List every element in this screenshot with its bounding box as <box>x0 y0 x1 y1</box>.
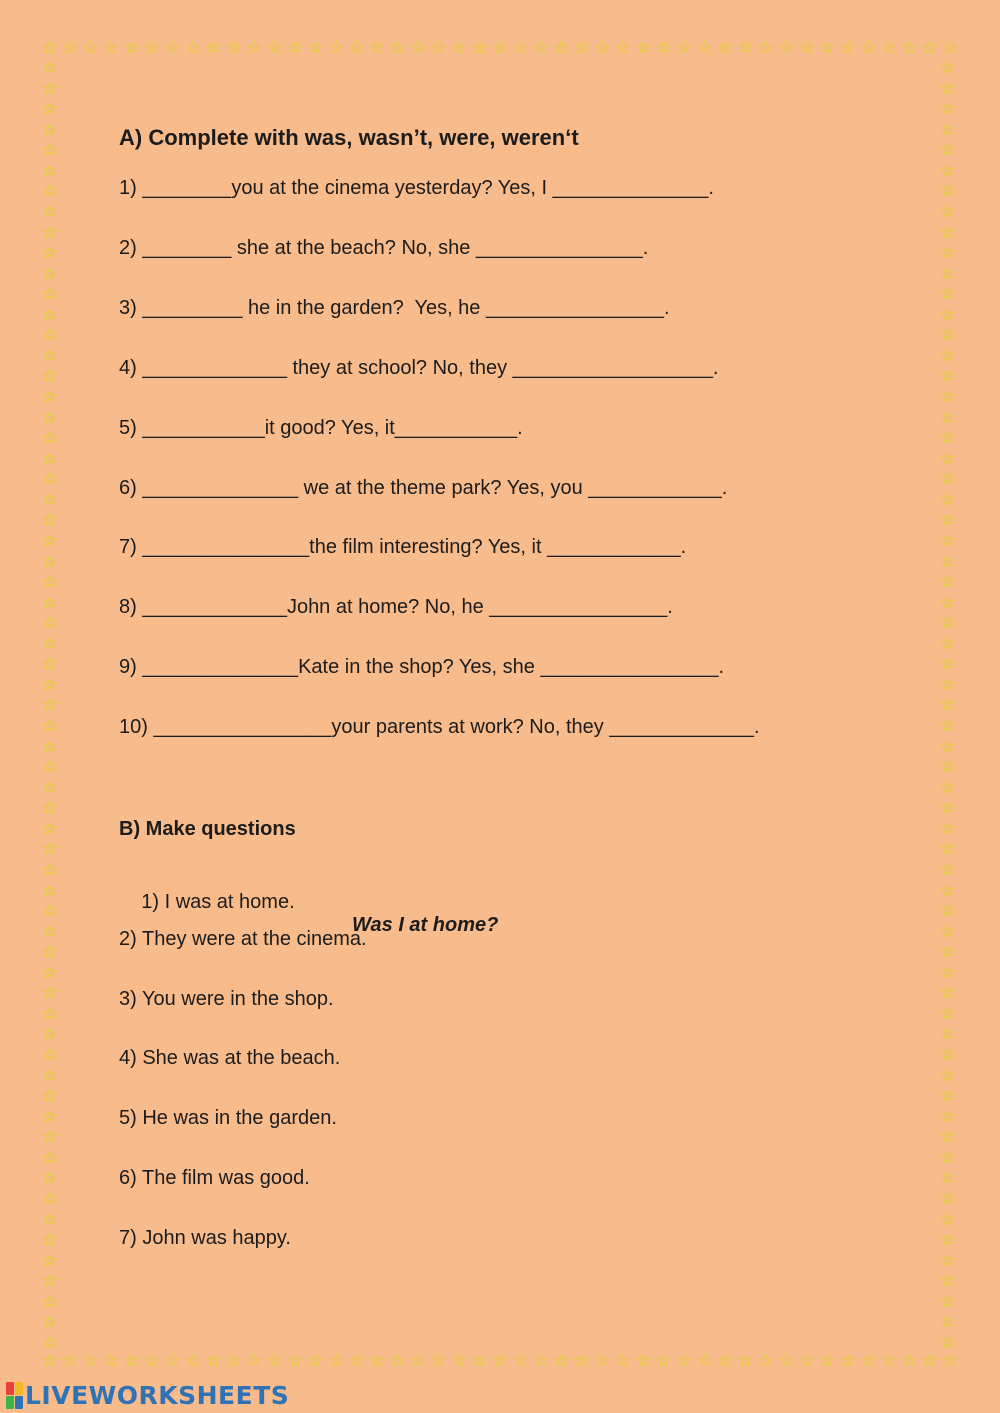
star-icon: ☆ <box>103 38 119 58</box>
star-icon: ☆ <box>512 38 529 58</box>
star-icon: ☆ <box>940 1250 956 1271</box>
star-icon: ☆ <box>287 1351 303 1371</box>
star-icon: ☆ <box>308 38 324 58</box>
star-icon: ☆ <box>940 489 956 510</box>
star-icon: ☆ <box>635 1351 651 1371</box>
star-icon: ☆ <box>430 1351 447 1371</box>
star-icon: ☆ <box>42 243 58 264</box>
star-icon: ☆ <box>940 448 956 469</box>
star-border-left <box>42 60 57 1352</box>
star-icon: ☆ <box>940 962 956 983</box>
star-icon: ☆ <box>840 1351 856 1371</box>
star-icon: ☆ <box>940 674 956 695</box>
star-icon: ☆ <box>940 407 956 428</box>
liveworksheets-logo-text: LIVEWORKSHEETS <box>25 1381 290 1410</box>
star-icon: ☆ <box>940 1147 956 1168</box>
star-icon: ☆ <box>42 757 58 778</box>
star-icon: ☆ <box>940 530 956 551</box>
star-icon: ☆ <box>676 1351 692 1371</box>
star-icon: ☆ <box>940 58 956 78</box>
star-icon: ☆ <box>492 38 508 58</box>
star-icon: ☆ <box>940 140 956 161</box>
star-icon: ☆ <box>42 263 58 284</box>
star-icon: ☆ <box>940 304 956 325</box>
star-icon: ☆ <box>42 880 58 901</box>
star-icon: ☆ <box>185 38 201 58</box>
star-icon: ☆ <box>940 325 956 346</box>
star-icon: ☆ <box>42 140 58 161</box>
section-a-heading: A) Complete with was, wasn’t, were, weren‘t <box>119 125 579 150</box>
star-icon: ☆ <box>778 38 795 58</box>
star-icon: ☆ <box>42 1250 58 1271</box>
star-icon: ☆ <box>42 469 58 490</box>
star-icon: ☆ <box>492 1351 508 1371</box>
star-icon: ☆ <box>574 38 590 58</box>
star-icon: ☆ <box>42 304 58 325</box>
star-icon: ☆ <box>940 263 956 284</box>
section-a-item-9: 9) ______________Kate in the shop? Yes, she ________________. <box>119 656 724 678</box>
star-icon: ☆ <box>42 551 58 572</box>
star-icon: ☆ <box>42 1086 58 1107</box>
star-icon: ☆ <box>205 38 221 58</box>
star-icon: ☆ <box>860 1351 876 1371</box>
section-a-item-5: 5) ___________it good? Yes, it___________. <box>119 417 523 439</box>
section-a-item-8: 8) _____________John at home? No, he ________________. <box>119 596 673 618</box>
star-icon: ☆ <box>42 1168 58 1189</box>
star-icon: ☆ <box>940 633 956 654</box>
star-icon: ☆ <box>42 160 58 181</box>
star-icon: ☆ <box>185 1351 201 1371</box>
star-icon: ☆ <box>42 284 58 305</box>
star-icon: ☆ <box>42 592 58 613</box>
star-icon: ☆ <box>533 1351 549 1371</box>
star-icon: ☆ <box>940 1065 956 1086</box>
star-icon: ☆ <box>42 736 58 757</box>
star-icon: ☆ <box>940 839 956 860</box>
star-icon: ☆ <box>42 983 58 1004</box>
star-icon: ☆ <box>697 1351 713 1371</box>
star-icon: ☆ <box>940 798 956 819</box>
star-icon: ☆ <box>676 38 692 58</box>
star-icon: ☆ <box>42 1351 58 1371</box>
star-icon: ☆ <box>860 38 876 58</box>
star-icon: ☆ <box>940 1086 956 1107</box>
star-icon: ☆ <box>942 1351 958 1371</box>
star-icon: ☆ <box>940 1168 956 1189</box>
star-icon: ☆ <box>62 1351 78 1371</box>
star-icon: ☆ <box>287 38 303 58</box>
star-icon: ☆ <box>471 38 488 58</box>
star-icon: ☆ <box>881 38 897 58</box>
star-icon: ☆ <box>940 428 956 449</box>
star-icon: ☆ <box>349 38 365 58</box>
star-icon: ☆ <box>42 798 58 819</box>
star-icon: ☆ <box>349 1351 365 1371</box>
star-icon: ☆ <box>42 78 58 99</box>
star-icon: ☆ <box>42 1291 58 1312</box>
star-icon: ☆ <box>940 757 956 778</box>
star-icon: ☆ <box>42 674 58 695</box>
star-icon: ☆ <box>840 38 856 58</box>
star-icon: ☆ <box>451 38 467 58</box>
star-icon: ☆ <box>615 1351 631 1371</box>
star-icon: ☆ <box>42 942 58 963</box>
star-icon: ☆ <box>328 1351 344 1371</box>
star-icon: ☆ <box>42 38 58 58</box>
star-icon: ☆ <box>42 695 58 716</box>
star-icon: ☆ <box>42 448 58 469</box>
star-icon: ☆ <box>656 38 672 58</box>
section-a-item-2: 2) ________ she at the beach? No, she _______________. <box>119 237 649 259</box>
star-icon: ☆ <box>940 818 956 839</box>
star-icon: ☆ <box>940 921 956 942</box>
star-icon: ☆ <box>942 38 958 58</box>
star-icon: ☆ <box>940 243 956 264</box>
star-icon: ☆ <box>42 510 58 531</box>
star-icon: ☆ <box>717 1351 733 1371</box>
star-icon: ☆ <box>246 38 262 58</box>
star-icon: ☆ <box>471 1351 488 1371</box>
star-icon: ☆ <box>42 1147 58 1168</box>
star-icon: ☆ <box>42 1024 58 1045</box>
star-icon: ☆ <box>940 572 956 593</box>
section-b-example-prompt: 1) I was at home. <box>141 891 295 913</box>
star-icon: ☆ <box>901 1351 917 1371</box>
section-a-item-3: 3) _________ he in the garden? Yes, he ________________. <box>119 297 670 319</box>
star-icon: ☆ <box>226 1351 242 1371</box>
section-b-item-6: 6) The film was good. <box>119 1167 310 1189</box>
star-icon: ☆ <box>940 78 956 99</box>
star-icon: ☆ <box>42 1003 58 1024</box>
star-icon: ☆ <box>940 284 956 305</box>
star-icon: ☆ <box>267 38 283 58</box>
star-icon: ☆ <box>940 1003 956 1024</box>
star-icon: ☆ <box>553 38 569 58</box>
star-icon: ☆ <box>42 201 58 222</box>
liveworksheets-logo[interactable] <box>6 1381 289 1410</box>
section-b-item-7: 7) John was happy. <box>119 1227 291 1249</box>
star-icon: ☆ <box>697 38 713 58</box>
star-icon: ☆ <box>42 818 58 839</box>
star-icon: ☆ <box>737 1351 754 1371</box>
star-icon: ☆ <box>144 1351 160 1371</box>
star-icon: ☆ <box>940 1291 956 1312</box>
star-icon: ☆ <box>42 633 58 654</box>
section-b-item-2: 2) They were at the cinema. <box>119 928 367 950</box>
star-icon: ☆ <box>123 38 140 58</box>
star-icon: ☆ <box>940 777 956 798</box>
star-icon: ☆ <box>42 407 58 428</box>
star-icon: ☆ <box>410 38 426 58</box>
star-icon: ☆ <box>940 880 956 901</box>
star-icon: ☆ <box>82 1351 99 1371</box>
star-icon: ☆ <box>940 345 956 366</box>
star-icon: ☆ <box>819 1351 836 1371</box>
section-a-item-10: 10) ________________your parents at work? No, they _____________. <box>119 716 760 738</box>
star-border-right <box>940 60 955 1352</box>
star-icon: ☆ <box>656 1351 672 1371</box>
star-icon: ☆ <box>799 1351 815 1371</box>
star-icon: ☆ <box>42 181 58 202</box>
star-icon: ☆ <box>42 1127 58 1148</box>
star-icon: ☆ <box>42 325 58 346</box>
star-icon: ☆ <box>758 38 774 58</box>
star-icon: ☆ <box>42 1312 58 1333</box>
star-icon: ☆ <box>42 428 58 449</box>
star-icon: ☆ <box>940 983 956 1004</box>
star-icon: ☆ <box>42 222 58 243</box>
star-icon: ☆ <box>940 469 956 490</box>
star-icon: ☆ <box>144 38 160 58</box>
star-icon: ☆ <box>42 777 58 798</box>
star-icon: ☆ <box>42 489 58 510</box>
star-icon: ☆ <box>615 38 631 58</box>
star-icon: ☆ <box>42 387 58 407</box>
star-icon: ☆ <box>42 962 58 983</box>
star-icon: ☆ <box>574 1351 590 1371</box>
star-icon: ☆ <box>42 839 58 860</box>
star-icon: ☆ <box>940 1332 956 1353</box>
star-icon: ☆ <box>594 38 610 58</box>
star-icon: ☆ <box>940 1188 956 1209</box>
star-icon: ☆ <box>369 1351 385 1371</box>
star-icon: ☆ <box>42 572 58 593</box>
star-icon: ☆ <box>940 1045 956 1065</box>
section-a-item-1: 1) ________you at the cinema yesterday? Yes, I ______________. <box>119 177 714 199</box>
star-icon: ☆ <box>940 551 956 572</box>
star-icon: ☆ <box>940 1230 956 1251</box>
star-icon: ☆ <box>62 38 78 58</box>
section-a-item-4: 4) _____________ they at school? No, they __________________. <box>119 357 719 379</box>
section-a-item-6: 6) ______________ we at the theme park? Yes, you ____________. <box>119 477 728 499</box>
star-icon: ☆ <box>940 901 956 922</box>
star-icon: ☆ <box>42 58 58 78</box>
star-icon: ☆ <box>42 1230 58 1251</box>
star-icon: ☆ <box>410 1351 426 1371</box>
star-icon: ☆ <box>778 1351 795 1371</box>
star-icon: ☆ <box>940 1209 956 1230</box>
section-b-example-answer: Was I at home? <box>352 914 499 936</box>
star-icon: ☆ <box>940 942 956 963</box>
star-icon: ☆ <box>42 1045 58 1065</box>
star-icon: ☆ <box>451 1351 467 1371</box>
star-icon: ☆ <box>42 1209 58 1230</box>
star-icon: ☆ <box>940 160 956 181</box>
star-icon: ☆ <box>42 921 58 942</box>
star-icon: ☆ <box>922 1351 938 1371</box>
star-icon: ☆ <box>226 38 242 58</box>
star-icon: ☆ <box>922 38 938 58</box>
star-icon: ☆ <box>389 1351 406 1371</box>
star-icon: ☆ <box>717 38 733 58</box>
star-icon: ☆ <box>164 1351 181 1371</box>
star-icon: ☆ <box>42 654 58 675</box>
star-icon: ☆ <box>940 1312 956 1333</box>
star-icon: ☆ <box>940 695 956 716</box>
star-icon: ☆ <box>389 38 406 58</box>
star-icon: ☆ <box>940 222 956 243</box>
section-b-item-5: 5) He was in the garden. <box>119 1107 337 1129</box>
star-icon: ☆ <box>635 38 651 58</box>
star-icon: ☆ <box>42 119 58 140</box>
section-b-item-3: 3) You were in the shop. <box>119 988 334 1010</box>
star-icon: ☆ <box>308 1351 324 1371</box>
star-icon: ☆ <box>42 1065 58 1086</box>
star-icon: ☆ <box>42 716 58 736</box>
star-icon: ☆ <box>940 654 956 675</box>
star-icon: ☆ <box>512 1351 529 1371</box>
star-icon: ☆ <box>940 1106 956 1127</box>
star-icon: ☆ <box>123 1351 140 1371</box>
star-icon: ☆ <box>737 38 754 58</box>
star-icon: ☆ <box>881 1351 897 1371</box>
star-icon: ☆ <box>82 38 99 58</box>
star-icon: ☆ <box>369 38 385 58</box>
star-icon: ☆ <box>42 366 58 387</box>
star-icon: ☆ <box>799 38 815 58</box>
star-icon: ☆ <box>819 38 836 58</box>
star-icon: ☆ <box>940 1024 956 1045</box>
star-icon: ☆ <box>940 366 956 387</box>
star-icon: ☆ <box>940 592 956 613</box>
star-icon: ☆ <box>940 716 956 736</box>
star-icon: ☆ <box>205 1351 221 1371</box>
star-icon: ☆ <box>940 613 956 634</box>
star-border-top <box>42 40 958 57</box>
star-icon: ☆ <box>594 1351 610 1371</box>
star-icon: ☆ <box>940 201 956 222</box>
section-a-item-7: 7) _______________the film interesting? Yes, it ____________. <box>119 536 687 558</box>
star-icon: ☆ <box>940 99 956 120</box>
star-icon: ☆ <box>940 181 956 202</box>
star-icon: ☆ <box>164 38 181 58</box>
star-border-bottom <box>42 1353 958 1370</box>
star-icon: ☆ <box>901 38 917 58</box>
star-icon: ☆ <box>940 736 956 757</box>
star-icon: ☆ <box>42 1106 58 1127</box>
star-icon: ☆ <box>42 859 58 880</box>
star-icon: ☆ <box>42 99 58 120</box>
star-icon: ☆ <box>42 1332 58 1353</box>
star-icon: ☆ <box>42 345 58 366</box>
star-icon: ☆ <box>103 1351 119 1371</box>
star-icon: ☆ <box>533 38 549 58</box>
section-b-heading: B) Make questions <box>119 818 296 840</box>
star-icon: ☆ <box>42 613 58 634</box>
star-icon: ☆ <box>267 1351 283 1371</box>
star-icon: ☆ <box>42 901 58 922</box>
star-icon: ☆ <box>553 1351 569 1371</box>
star-icon: ☆ <box>940 119 956 140</box>
star-icon: ☆ <box>940 859 956 880</box>
star-icon: ☆ <box>246 1351 262 1371</box>
star-icon: ☆ <box>940 387 956 407</box>
star-icon: ☆ <box>940 1127 956 1148</box>
star-icon: ☆ <box>758 1351 774 1371</box>
star-icon: ☆ <box>42 530 58 551</box>
section-b-item-4: 4) She was at the beach. <box>119 1047 341 1069</box>
star-icon: ☆ <box>42 1271 58 1292</box>
star-icon: ☆ <box>940 510 956 531</box>
star-icon: ☆ <box>42 1188 58 1209</box>
liveworksheets-logo-icon <box>6 1382 23 1409</box>
star-icon: ☆ <box>940 1271 956 1292</box>
star-icon: ☆ <box>430 38 447 58</box>
star-icon: ☆ <box>328 38 344 58</box>
